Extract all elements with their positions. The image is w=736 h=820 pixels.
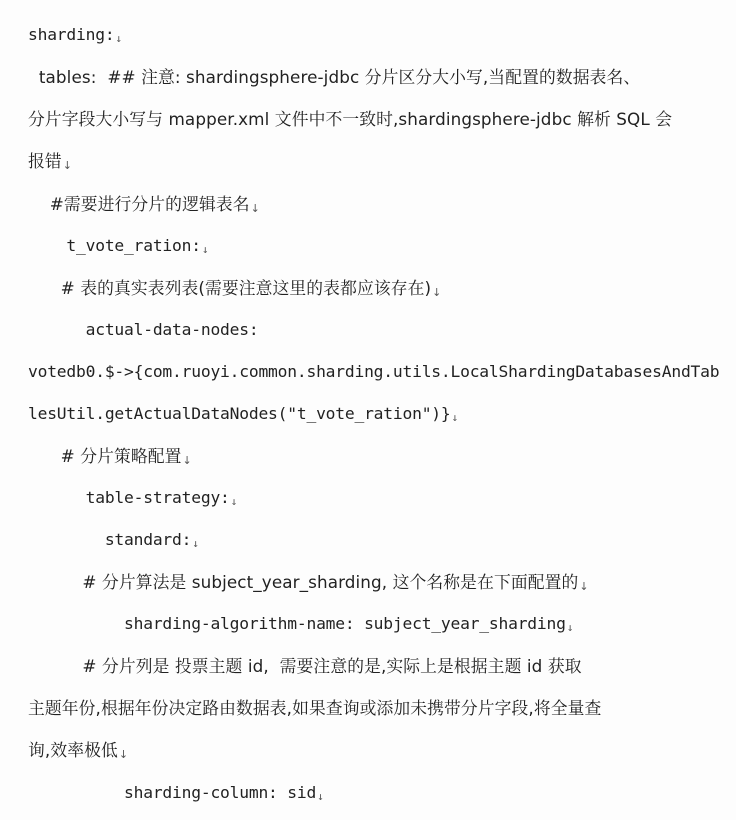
text-line [28, 441, 728, 471]
text-line [28, 62, 728, 92]
paragraph-mark-icon: ↓ [432, 286, 442, 299]
text-line [28, 609, 728, 639]
text-line [28, 567, 728, 597]
text-line [28, 189, 728, 219]
paragraph-mark-icon: ↓ [201, 243, 209, 256]
line-text: sharding: [28, 25, 115, 44]
line-text: table-strategy: [28, 488, 230, 507]
line-text: lesUtil.getActualDataNodes("t_vote_ration")} [28, 404, 451, 423]
line-text: #需要进行分片的逻辑表名 [28, 194, 250, 214]
line-text: 分片字段大小写与 mapper.xml 文件中不一致时,shardingsphere-jdbc 解析 SQL 会 [28, 109, 673, 129]
text-line [28, 146, 728, 176]
text-line [28, 315, 728, 345]
text-line [28, 693, 728, 723]
paragraph-mark-icon: ↓ [62, 159, 73, 172]
line-text: votedb0.$->{com.ruoyi.common.sharding.utils.LocalShardingDatabasesAndTab [28, 362, 720, 381]
text-line [28, 483, 728, 513]
paragraph-mark-icon: ↓ [317, 790, 324, 803]
line-text: # 分片列是 投票主题 id, 需要注意的是,实际上是根据主题 id 获取 [28, 656, 582, 676]
text-line [28, 651, 728, 681]
paragraph-mark-icon: ↓ [182, 454, 192, 467]
line-text: 主题年份,根据年份决定路由数据表,如果查询或添加未携带分片字段,将全量查 [28, 698, 602, 718]
line-text: # 分片策略配置 [28, 446, 182, 466]
line-text: sharding-algorithm-name: subject_year_sharding [28, 614, 566, 633]
text-line [28, 525, 728, 555]
text-line [28, 735, 728, 765]
line-text: tables: ## 注意: shardingsphere-jdbc 分片区分大小写,当配置的数据表名、 [28, 67, 641, 87]
paragraph-mark-icon: ↓ [579, 580, 589, 593]
line-text: actual-data-nodes: [28, 320, 259, 339]
text-line [28, 399, 728, 429]
paragraph-mark-icon: ↓ [230, 495, 238, 508]
text-line [28, 104, 728, 134]
line-text: 报错 [28, 151, 62, 171]
line-text: sharding-column: sid [28, 783, 317, 802]
paragraph-mark-icon: ↓ [192, 537, 199, 550]
line-text: # 表的真实表列表(需要注意这里的表都应该存在) [28, 278, 432, 298]
text-line [28, 273, 728, 303]
text-line [28, 231, 728, 261]
line-text: # 分片算法是 subject_year_sharding, 这个名称是在下面配置的 [28, 572, 579, 592]
text-line [28, 20, 728, 50]
paragraph-mark-icon: ↓ [250, 202, 260, 215]
paragraph-mark-icon: ↓ [451, 411, 458, 424]
line-text: 询,效率极低 [28, 740, 118, 760]
line-text: t_vote_ration: [28, 236, 201, 255]
text-line [28, 778, 728, 808]
paragraph-mark-icon: ↓ [566, 621, 574, 634]
line-text: standard: [28, 530, 192, 549]
text-line [28, 357, 728, 387]
paragraph-mark-icon: ↓ [115, 32, 122, 45]
paragraph-mark-icon: ↓ [118, 748, 129, 761]
